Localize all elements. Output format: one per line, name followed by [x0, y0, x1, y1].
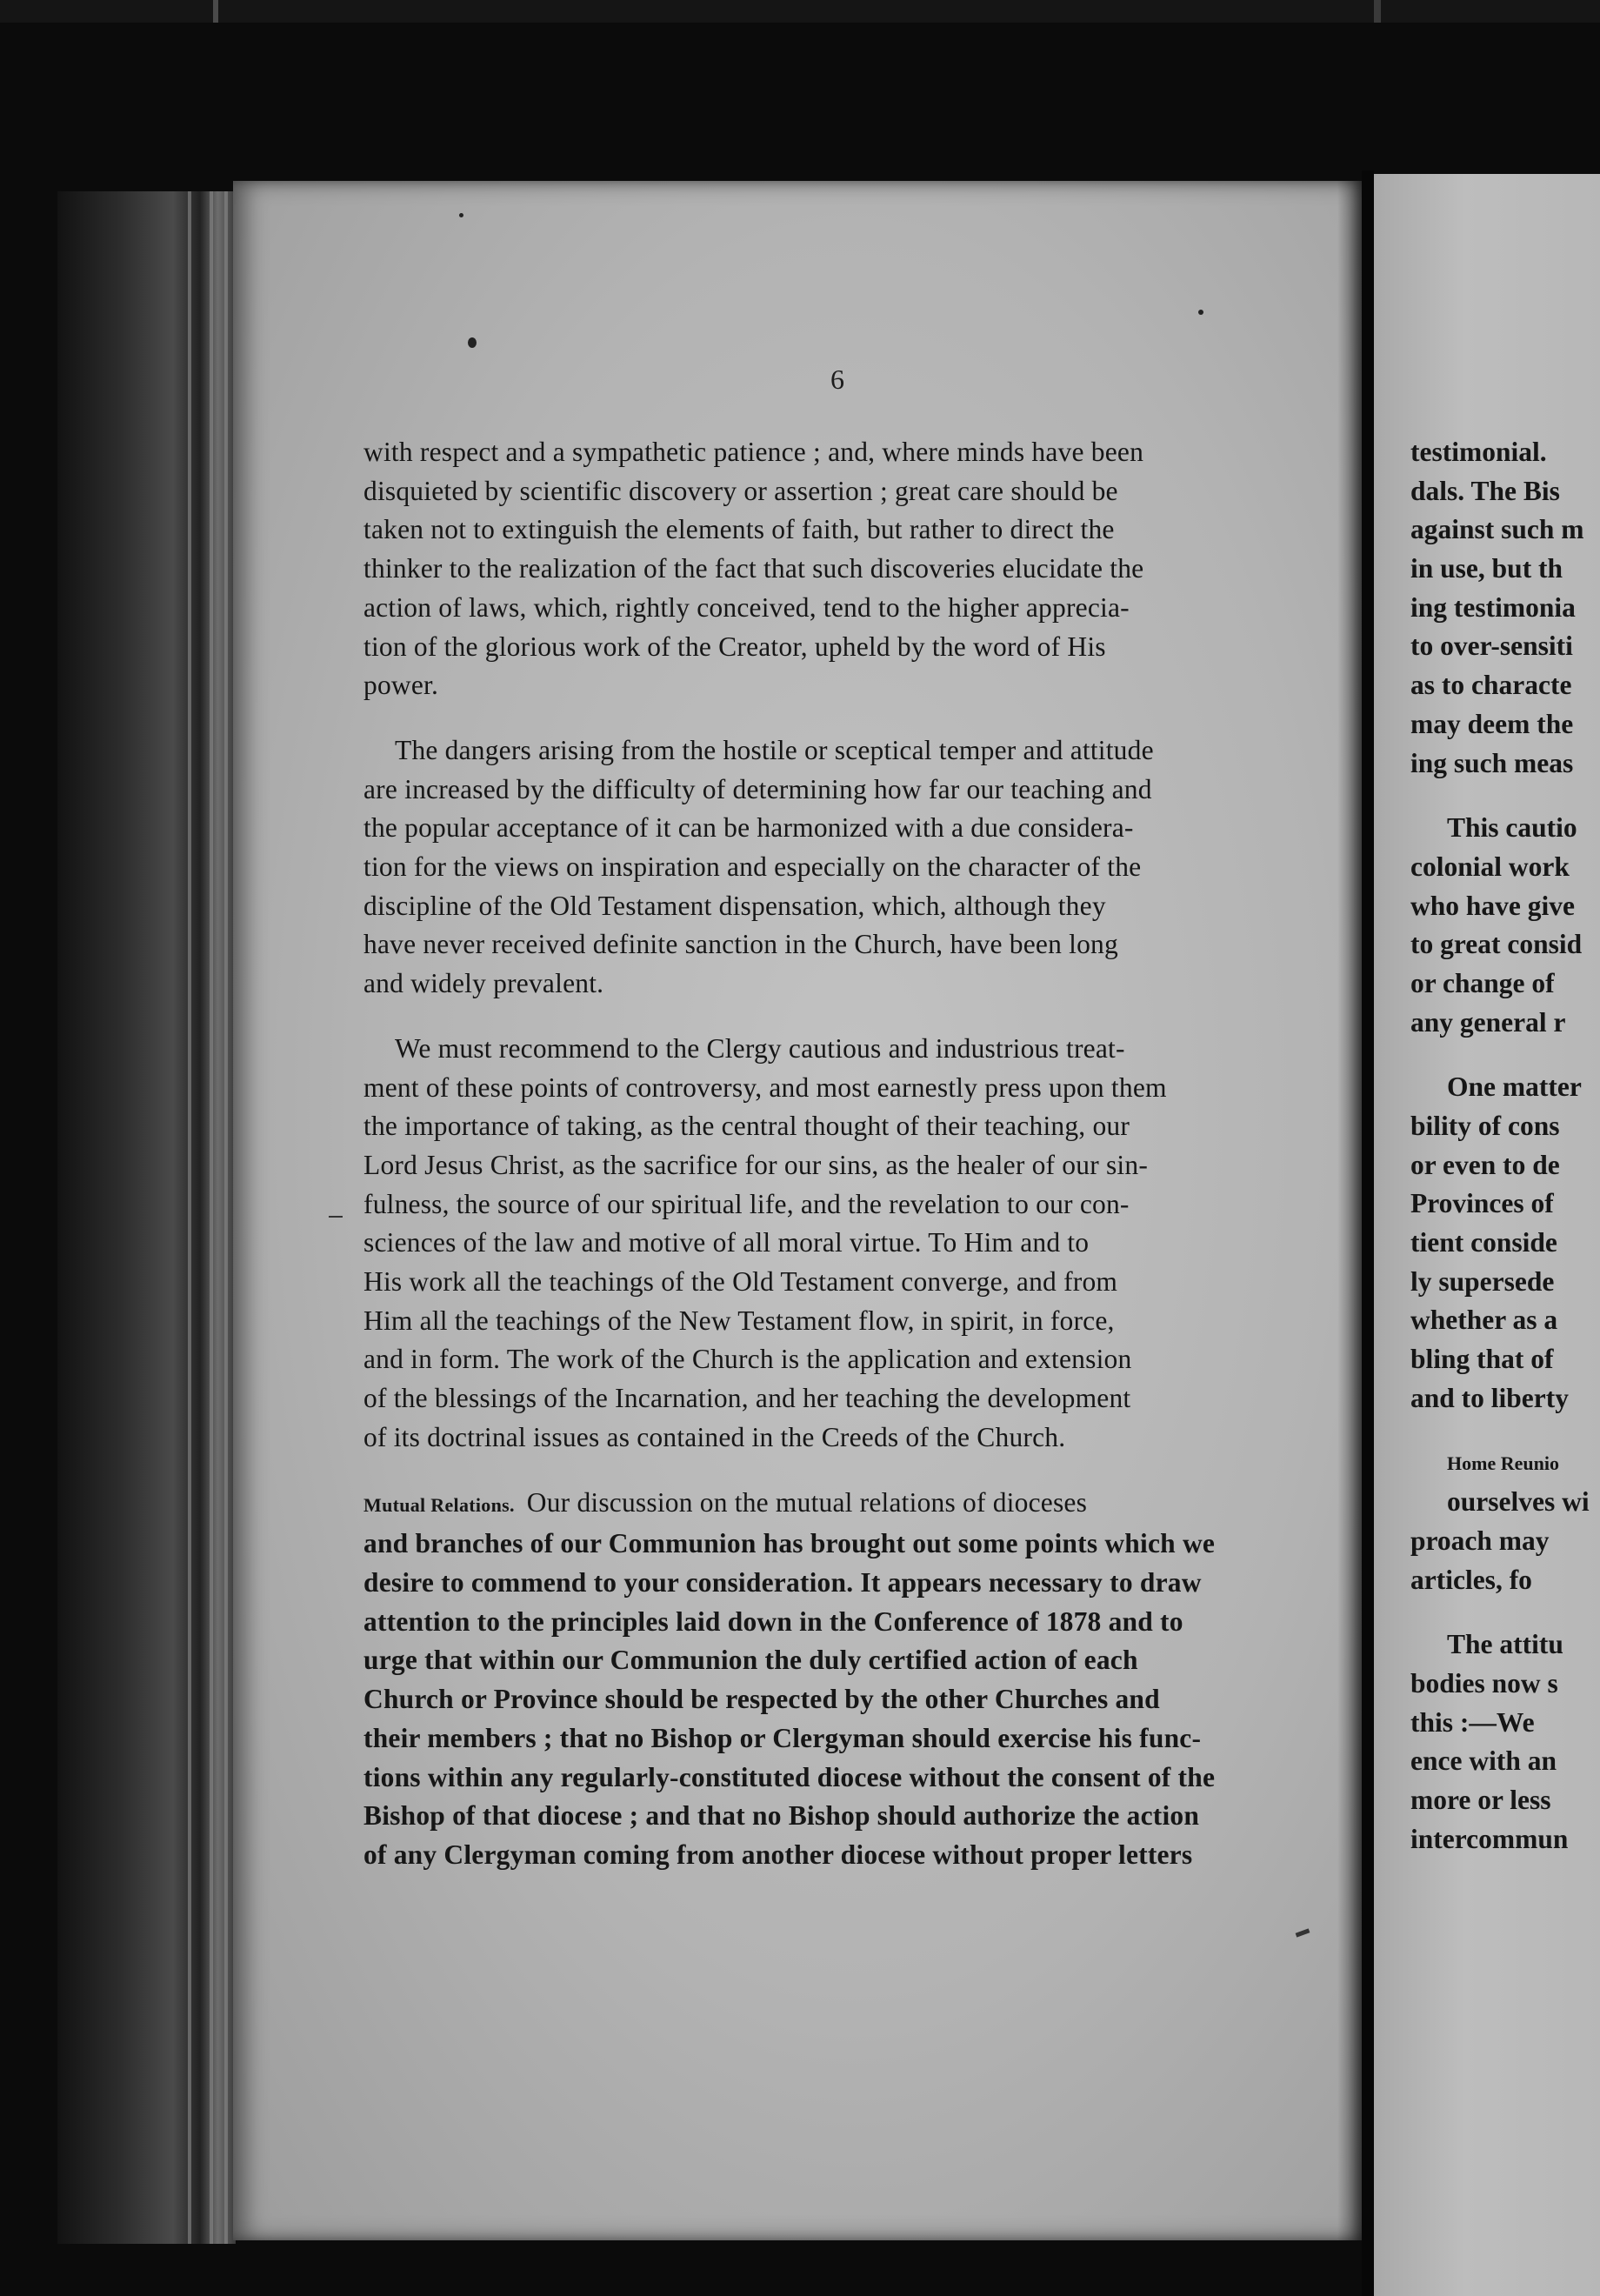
page-edge-line: [188, 191, 191, 2244]
text-line: desire to commend to your consideration. It appears necessary to draw: [363, 1566, 1202, 1598]
text-line: power.: [363, 670, 439, 701]
text-line: have never received definite sanction in the Church, have been long: [363, 929, 1118, 960]
text-line-content: Our discussion on the mutual relations of dioceses: [526, 1486, 1088, 1518]
text-line: discipline of the Old Testament dispensation, which, although they: [363, 890, 1106, 921]
facing-line: this :—We: [1410, 1706, 1535, 1738]
facing-line: articles, fo: [1410, 1564, 1532, 1595]
facing-line: tient conside: [1410, 1227, 1557, 1258]
text-line: urge that within our Communion the duly certified action of each: [363, 1645, 1138, 1676]
page-divider: [1362, 170, 1374, 2296]
page-edge-line: [224, 191, 228, 2244]
text-line: tions within any regularly-constituted diocese without the consent of the: [363, 1761, 1216, 1792]
facing-line: bility of cons: [1410, 1111, 1560, 1141]
facing-line: The attitu: [1447, 1629, 1563, 1660]
paragraph: [363, 1030, 1313, 1458]
facing-line: in use, but th: [1410, 553, 1563, 584]
text-line: fulness, the source of our spiritual life, and the revelation to our con-: [363, 1188, 1130, 1219]
text-line: thinker to the realization of the fact that such discoveries elucidate the: [363, 553, 1144, 584]
facing-line: proach may: [1410, 1525, 1550, 1556]
text-line: their members ; that no Bishop or Clergyman should exercise his func-: [363, 1722, 1202, 1753]
gutter-shadow: [1337, 181, 1362, 2240]
text-line: [363, 1484, 1313, 1525]
facing-line: Provinces of: [1410, 1188, 1554, 1219]
text-line: action of laws, which, rightly conceived, tend to the higher apprecia-: [363, 591, 1130, 623]
facing-line: ly supersede: [1410, 1265, 1555, 1297]
facing-line: more or less: [1410, 1785, 1551, 1815]
text-line: The dangers arising from the hostile or sceptical temper and attitude: [395, 734, 1154, 765]
page-number: 6: [830, 364, 844, 395]
film-speck: [468, 337, 477, 348]
facing-line: against such m: [1410, 514, 1584, 545]
facing-line: ing such meas: [1410, 747, 1574, 778]
paragraph: [363, 433, 1313, 705]
text-line: Him all the teachings of the New Testament flow, in spirit, in force,: [363, 1305, 1115, 1336]
facing-line: This cautio: [1447, 812, 1577, 844]
text-line: disquieted by scientific discovery or assertion ; great care should be: [363, 475, 1118, 506]
text-line: His work all the teachings of the Old Testament converge, and from: [363, 1266, 1118, 1298]
film-frame-gap: [1374, 0, 1381, 23]
text-line: We must recommend to the Clergy cautious and industrious treat-: [395, 1032, 1125, 1064]
facing-line: whether as a: [1410, 1305, 1558, 1336]
facing-line: intercommun: [1410, 1823, 1569, 1854]
book-binding-edge: [57, 191, 236, 2244]
page-body: [363, 433, 1313, 1875]
facing-line: ence with an: [1410, 1745, 1557, 1777]
paragraph: [363, 1484, 1313, 1875]
facing-line: as to characte: [1410, 670, 1572, 701]
text-line: sciences of the law and motive of all moral virtue. To Him and to: [363, 1227, 1090, 1258]
paragraph: [363, 731, 1313, 1004]
text-line: tion of the glorious work of the Creator, upheld by the word of His: [363, 631, 1106, 662]
facing-line: and to liberty: [1410, 1382, 1570, 1413]
facing-sidenote: Home Reunio: [1447, 1452, 1559, 1474]
text-line: the popular acceptance of it can be harmonized with a due considera-: [363, 812, 1134, 844]
facing-line: ourselves wi: [1447, 1486, 1590, 1518]
text-line: and branches of our Communion has brought out some points which we: [363, 1528, 1216, 1559]
facing-line: or even to de: [1410, 1149, 1560, 1180]
text-line: Church or Province should be respected by the other Churches and: [363, 1684, 1160, 1715]
facing-line: to over-sensiti: [1410, 631, 1573, 662]
text-line: attention to the principles laid down in the Conference of 1878 and to: [363, 1605, 1183, 1637]
facing-line: One matter: [1447, 1071, 1582, 1103]
facing-line: any general r: [1410, 1006, 1566, 1038]
film-frame-gap: [213, 0, 218, 23]
text-line: and in form. The work of the Church is the application and extension: [363, 1344, 1132, 1375]
text-line: Bishop of that diocese ; and that no Bishop should authorize the action: [363, 1800, 1200, 1832]
facing-page-text: [1410, 433, 1600, 1859]
film-speck: [459, 213, 463, 217]
facing-line: dals. The Bis: [1410, 475, 1560, 506]
facing-line: colonial work: [1410, 851, 1570, 882]
text-line: with respect and a sympathetic patience ; and, where minds have been: [363, 437, 1144, 467]
text-line: Lord Jesus Christ, as the sacrifice for our sins, as the healer of our sin-: [363, 1149, 1149, 1180]
text-line: of any Clergyman coming from another diocese without proper letters: [363, 1839, 1193, 1870]
page-edge-line: [210, 191, 213, 2244]
film-top-band: [0, 0, 1600, 23]
facing-line: ing testimonia: [1410, 591, 1576, 623]
margin-sidenote: Mutual Relations.: [363, 1493, 515, 1516]
text-line: of its doctrinal issues as contained in the Creeds of the Church.: [363, 1421, 1066, 1452]
facing-line: who have give: [1410, 890, 1575, 921]
text-line: and widely prevalent.: [363, 968, 604, 999]
text-line: ment of these points of controversy, and most earnestly press upon them: [363, 1071, 1167, 1103]
film-speck: [1198, 310, 1203, 315]
text-line: the importance of taking, as the central thought of their teaching, our: [363, 1111, 1130, 1142]
facing-line: to great consid: [1410, 929, 1583, 960]
text-line: tion for the views on inspiration and especially on the character of the: [363, 851, 1142, 883]
facing-line: bling that of: [1410, 1344, 1554, 1375]
text-line: taken not to extinguish the elements of faith, but rather to direct the: [363, 514, 1115, 545]
facing-line: testimonial.: [1410, 437, 1547, 467]
facing-line: or change of: [1410, 967, 1555, 998]
facing-line: may deem the: [1410, 708, 1574, 739]
text-line: are increased by the difficulty of determining how far our teaching and: [363, 773, 1152, 804]
facing-line: bodies now s: [1410, 1667, 1558, 1699]
film-speck: [329, 1216, 343, 1218]
text-line: of the blessings of the Incarnation, and her teaching the development: [363, 1383, 1131, 1414]
